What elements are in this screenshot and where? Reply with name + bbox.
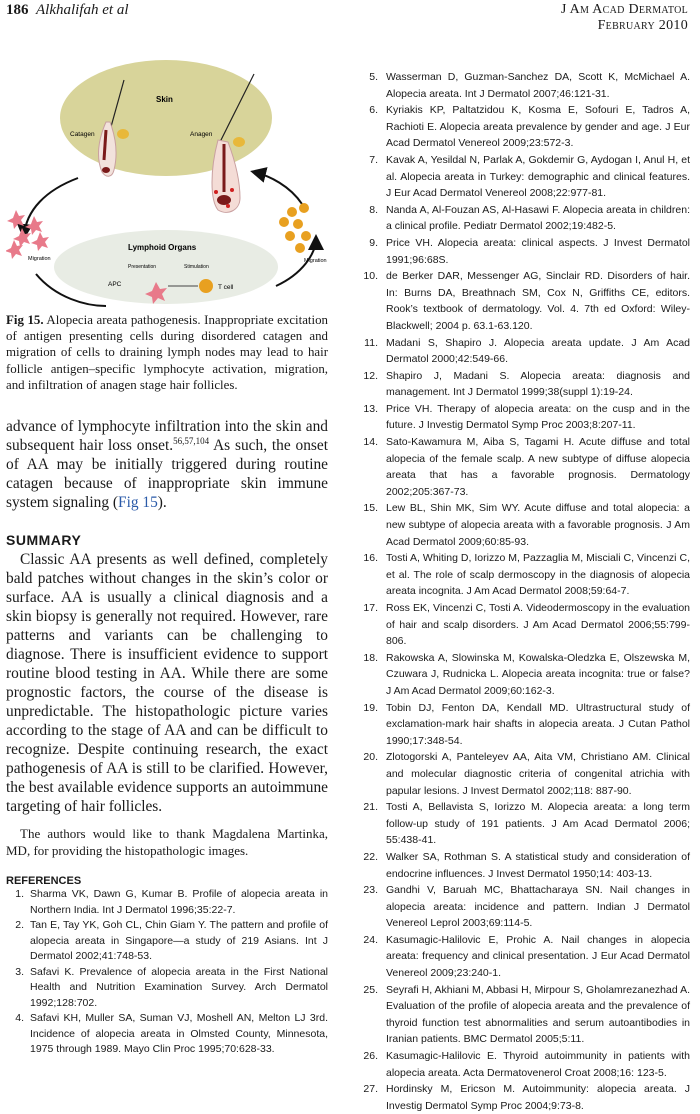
reference-item (360, 550, 690, 600)
page-number: 186 (6, 2, 29, 18)
reference-item (360, 1081, 690, 1114)
reference-text: Kyriakis KP, Paltatzidou K, Kosma E, Sofouri E, Tadros A, Rachioti E. Alopecia areata prevalence by gender and age. J Eur Acad Dermatol Venereol 2009;23:572-3. (386, 104, 690, 150)
reference-text: Tosti A, Whiting D, Iorizzo M, Pazzaglia M, Misciali C, Vincenzi C, et al. The role of scalp dermoscopy in the diagnosis of alopecia areata incognita. J Am Acad Dermatol 2008;59:64-7. (386, 552, 690, 598)
journal-name: J Am Acad Dermatol (560, 2, 688, 17)
reference-number: 19. (363, 701, 378, 714)
anagen-label: Anagen (190, 131, 213, 138)
reference-text: Price VH. Alopecia areata: clinical aspects. J Invest Dermatol 1991;96:68S. (386, 236, 690, 266)
pathogenesis-diagram (6, 60, 328, 312)
p1-text-c: ). (157, 494, 167, 512)
p1-citation: 56,57,104 (173, 435, 210, 446)
reference-item (360, 749, 690, 799)
figure-caption (6, 312, 328, 393)
reference-number: 7. (369, 153, 378, 166)
reference-number: 12. (363, 369, 378, 382)
reference-item (360, 335, 690, 368)
reference-text: Price VH. Therapy of alopecia areata: on the cusp and in the future. J Investig Dermatol Symp Proc 2003;8:207-11. (386, 402, 690, 432)
reference-item (6, 918, 328, 965)
reference-text: Kasumagic-Halilovic E, Prohic A. Nail changes in alopecia areata: frequency and clinical presentation. J Eur Acad Dermatol Venereol 2009;23:240-1. (386, 933, 690, 980)
figure-15 (6, 60, 328, 312)
reference-number: 16. (363, 552, 378, 565)
reference-item (360, 368, 690, 401)
reference-number: 13. (363, 402, 378, 415)
reference-number: 18. (363, 651, 378, 664)
reference-text: Tobin DJ, Fenton DA, Kendall MD. Ultrastructural study of exclamation-mark hair shafts in alopecia areata. J Cutan Pathol 1990;17:348-54. (386, 701, 690, 747)
catagen-label: Catagen (70, 131, 95, 138)
reference-number: 27. (363, 1083, 378, 1096)
reference-text: Tan E, Tay YK, Goh CL, Chin Giam Y. The pattern and profile of alopecia areata in Singapore—a study of 219 Asians. Int J Dermatol 2002;41:748-53. (30, 919, 328, 963)
arrow-migration-to-anagen (254, 172, 302, 204)
reference-text: Lew BL, Shin MK, Sim WY. Acute diffuse and total alopecia: a new subtype of alopecia areata with a favorable prognosis. J Am Acad Dermatol 2009;60:85-93. (386, 502, 690, 548)
reference-number: 26. (363, 1050, 378, 1063)
running-authors: Alkhalifah et al (36, 2, 129, 18)
reference-number: 2. (15, 919, 24, 932)
lymphoid-ellipse (54, 230, 278, 304)
reference-text: Ross EK, Vincenzi C, Tosti A. Videodermoscopy in the evaluation of hair and scalp disorders. J Am Acad Dermatol 2006;55:799-806. (386, 602, 690, 648)
references-list-right (360, 69, 690, 1114)
reference-text: Madani S, Shapiro J. Alopecia areata update. J Am Acad Dermatol 2000;42:549-66. (386, 336, 690, 366)
tcell (199, 279, 213, 293)
presentation-label: Presentation (128, 264, 157, 270)
running-header (0, 2, 700, 40)
references-heading: REFERENCES (6, 875, 82, 888)
migration-right-label: Migration (304, 258, 327, 264)
summary-paragraph: Classic AA presents as well defined, completely bald patches without changes in the skin’s color or surface. AA is usually a clinical diagnosis and a skin biopsy is generally not required. However, rare patterns and variants can be challenging to diagnose. There is insufficient evidence to support routine blood testing in AA. While there are some prognostic factors, the course of the disease is unpredictable. The histopathologic picture varies according to the stage of AA and can be difficult to recognize. Despite continuing research, the exact pathogenesis of AA is still to be clarified. However, the best available evidence supports an autoimmune targeting of hair follicles. (6, 551, 328, 816)
reference-text: Kavak A, Yesildal N, Parlak A, Gokdemir G, Aydogan I, Anul H, et al. Alopecia areata in Turkey: demographic and clinical features. J Eur Acad Dermatol Venereol 2008;22:977-81. (386, 153, 690, 200)
reference-text: Zlotogorski A, Panteleyev AA, Aita VM, Christiano AM. Clinical and molecular diagnostic criteria of congenital atrichia with papular lesions. J Invest Dermatol 2002;118: 887-90. (386, 751, 690, 797)
references-list-left (6, 887, 328, 1058)
reference-item (360, 102, 690, 152)
reference-text: Seyrafi H, Akhiani M, Abbasi H, Mirpour S, Gholamrezanezhad A. Evaluation of the profile of alopecia areata and the prevalence of thyroid function test abnormalities and serum autoantibodies in Iranian patients. BMC Dermatol 2005;5:11. (386, 983, 690, 1046)
reference-number: 11. (364, 336, 378, 349)
reference-text: Rakowska A, Slowinska M, Kowalska-Oledzka E, Olszewska M, Czuwara J, Rudnicka L. Alopecia areata incognita: true or false? J Am Acad Dermatol 2009;60:162-3. (386, 651, 690, 697)
tcell-label: T cell (218, 284, 234, 291)
caption-label: Fig 15. (6, 313, 44, 327)
reference-number: 20. (363, 751, 378, 764)
reference-text: Nanda A, Al-Fouzan AS, Al-Hasawi F. Alopecia areata in children: a clinical profile. Pediatr Dermatol 2002;19:482-5. (386, 203, 690, 233)
reference-number: 25. (363, 983, 378, 996)
body-paragraph-1 (6, 417, 328, 512)
reference-number: 23. (363, 884, 378, 897)
reference-number: 21. (363, 801, 378, 814)
reference-item (360, 932, 690, 982)
skin-ellipse (60, 60, 272, 176)
reference-number: 17. (363, 602, 378, 614)
reference-item (360, 434, 690, 500)
reference-number: 8. (369, 203, 378, 216)
reference-text: Safavi K. Prevalence of alopecia areata in the First National Health and Nutrition Examination Survey. Arch Dermatol 1992;128:702. (30, 965, 328, 1009)
reference-number: 15. (363, 502, 378, 515)
reference-item (360, 401, 690, 434)
reference-number: 4. (15, 1012, 24, 1025)
reference-number: 9. (369, 236, 378, 249)
reference-item (360, 882, 690, 932)
reference-text: Tosti A, Bellavista S, Iorizzo M. Alopecia areata: a long term follow-up study of 191 patients. J Am Acad Dermatol 2006; 55:438-41. (386, 801, 690, 847)
reference-item (360, 650, 690, 700)
reference-text: Hordinsky M, Ericson M. Autoimmunity: alopecia areata. J Investig Dermatol Symp Proc 2004;9:73-8. (386, 1083, 690, 1112)
reference-text: Wasserman D, Guzman-Sanchez DA, Scott K, McMichael A. Alopecia areata. Int J Dermatol 2007;46:121-31. (386, 71, 690, 100)
reference-number: 14. (363, 436, 378, 449)
reference-number: 6. (369, 104, 378, 117)
p1-text-b: As such, the onset of AA may be initially triggered during routine catagen because of inappropriate skin immune system signaling ( (6, 437, 328, 512)
caption-text: Alopecia areata pathogenesis. Inappropriate excitation of antigen presenting cells during disordered catagen and migration of cells to draining lymph nodes may lead to hair follicle antigen–specific lymphocyte activation, migration, and infiltration of anagen stage hair follicles. (6, 313, 328, 392)
reference-item (6, 965, 328, 1012)
journal-date: February 2010 (597, 18, 688, 33)
reference-number: 5. (369, 71, 378, 83)
reference-item (360, 1048, 690, 1081)
reference-item (360, 500, 690, 550)
reference-number: 1. (15, 888, 24, 901)
reference-text: Walker SA, Rothman S. A statistical study and consideration of endocrine influences. J Invest Dermatol 1950;14: 403-13. (386, 850, 690, 880)
reference-text: Sharma VK, Dawn G, Kumar B. Profile of alopecia areata in Northern India. Int J Dermatol 1996;35:22-7. (30, 888, 328, 916)
reference-number: 22. (363, 850, 378, 863)
reference-item (360, 235, 690, 268)
reference-number: 24. (363, 933, 378, 946)
reference-text: Gandhi V, Baruah MC, Bhattacharaya SN. Nail changes in alopecia areata: incidence and pattern. Indian J Dermatol Venereol Leprol 2003;69:114-5. (386, 884, 690, 930)
migration-left-label: Migration (28, 256, 51, 262)
reference-item (360, 600, 690, 650)
reference-item (360, 202, 690, 235)
reference-text: Kasumagic-Halilovic E. Thyroid autoimmunity in patients with alopecia areata. Acta Dermatovenerol Croat 2008;16: 123-5. (386, 1050, 690, 1079)
reference-item (360, 799, 690, 849)
reference-item (360, 700, 690, 750)
right-column (360, 69, 690, 1114)
reference-item (6, 1011, 328, 1058)
reference-text: de Berker DAR, Messenger AG, Sinclair RD. Disorders of hair. In: Burns DA, Breathnach SM, Cox N, Griffiths CE, editors. Rook’s textbook of dermatology. Vol. 4. 7th ed Oxford: Wiley-Blackwell; 2004 p. 63.1-63.120. (386, 270, 690, 332)
reference-text: Shapiro J, Madani S. Alopecia areata: diagnosis and management. Int J Dermatol 1999;38(suppl 1):19-24. (386, 369, 690, 399)
acknowledgment: The authors would like to thank Magdalena Martinka, MD, for providing the histopathologic images. (6, 826, 328, 858)
apc-label: APC (108, 281, 122, 288)
reference-number: 3. (15, 965, 24, 978)
stimulation-label: Stimulation (184, 264, 209, 270)
reference-text: Sato-Kawamura M, Aiba S, Tagami H. Acute diffuse and total alopecia of the female scalp. A new subtype of diffuse alopecia areata that has a favorable prognosis. Dermatology 2002;205:367-73. (386, 436, 690, 498)
fig15-link[interactable]: Fig 15 (118, 494, 158, 512)
reference-item (360, 152, 690, 202)
reference-number: 10. (363, 270, 378, 283)
migrating-tcells (279, 203, 311, 253)
summary-heading: SUMMARY (6, 532, 82, 549)
left-column (6, 60, 328, 1058)
migrating-apcs (6, 210, 49, 259)
reference-item (360, 268, 690, 334)
lymphoid-label: Lymphoid Organs (128, 243, 197, 252)
reference-text: Safavi KH, Muller SA, Suman VJ, Moshell AN, Melton LJ 3rd. Incidence of alopecia areata in Olmsted County, Minnesota, 1975 through 1989. Mayo Clin Proc 1995;70:628-33. (30, 1012, 328, 1056)
reference-item (360, 849, 690, 882)
reference-item (360, 982, 690, 1048)
reference-item (6, 887, 328, 918)
reference-item (360, 69, 690, 102)
skin-label: Skin (156, 95, 173, 104)
journal-info (561, 2, 688, 34)
p1-text-a: advance of lymphocyte infiltration into the skin and subsequent hair loss onset. (6, 418, 328, 455)
